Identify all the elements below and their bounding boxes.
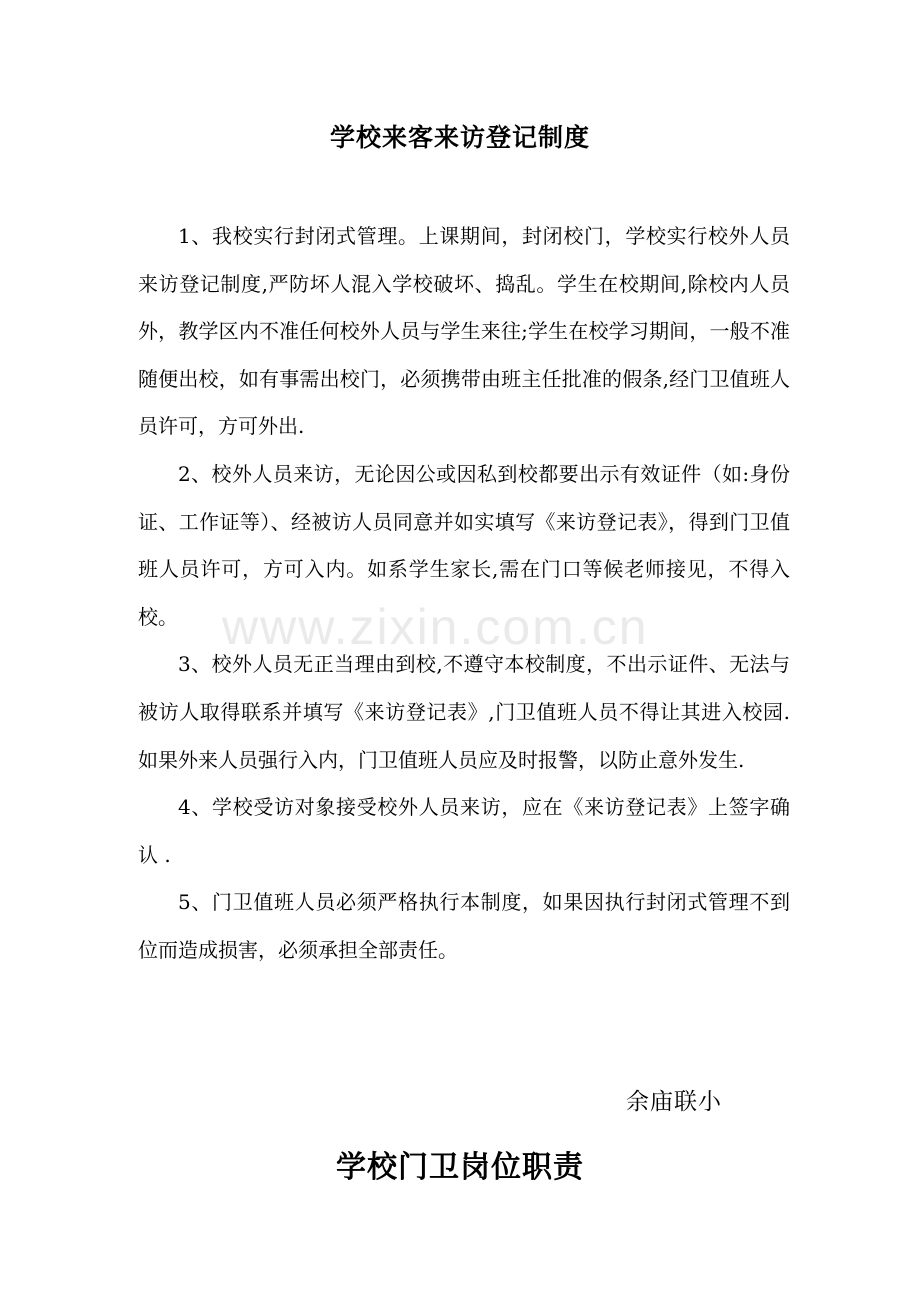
next-section-title: 学校门卫岗位职责 bbox=[336, 1150, 584, 1185]
watermark: www.zixin.com.cn bbox=[222, 599, 649, 655]
document-title: 学校来客来访登记制度 bbox=[329, 123, 590, 152]
paragraph-1: 1、我校实行封闭式管理。上课期间，封闭校门，学校实行校外人员来访登记制度,严防坏人混入学校破坏、捣乱。学生在校期间,除校内人员外，教学区内不准任何校外人员与学生来往;学生在校学习期间，一般不准随便出校，如有事需出校门，必须携带由班主任批准的假条,经门卫值班人员许可，方可外出. bbox=[138, 224, 790, 439]
document-body bbox=[138, 213, 790, 975]
signature: 余庙联小 bbox=[626, 1089, 722, 1115]
paragraph-5: 5、门卫值班人员必须严格执行本制度，如果因执行封闭式管理不到位而造成损害，必须承担全部责任。 bbox=[138, 890, 790, 962]
paragraph-3: 3、校外人员无正当理由到校,不遵守本校制度，不出示证件、无法与被访人取得联系并填写《来访登记表》,门卫值班人员不得让其进入校园.如果外来人员强行入内，门卫值班人员应及时报警，以防止意外发生. bbox=[138, 652, 790, 772]
paragraph-4: 4、学校受访对象接受校外人员来访，应在《来访登记表》上签字确认 . bbox=[138, 795, 790, 867]
paragraph-2: 2、校外人员来访，无论因公或因私到校都要出示有效证件（如:身份证、工作证等）、经被访人员同意并如实填写《来访登记表》，得到门卫值班人员许可，方可入内。如系学生家长,需在门口等候老师接见，不得入校。 bbox=[138, 461, 790, 629]
